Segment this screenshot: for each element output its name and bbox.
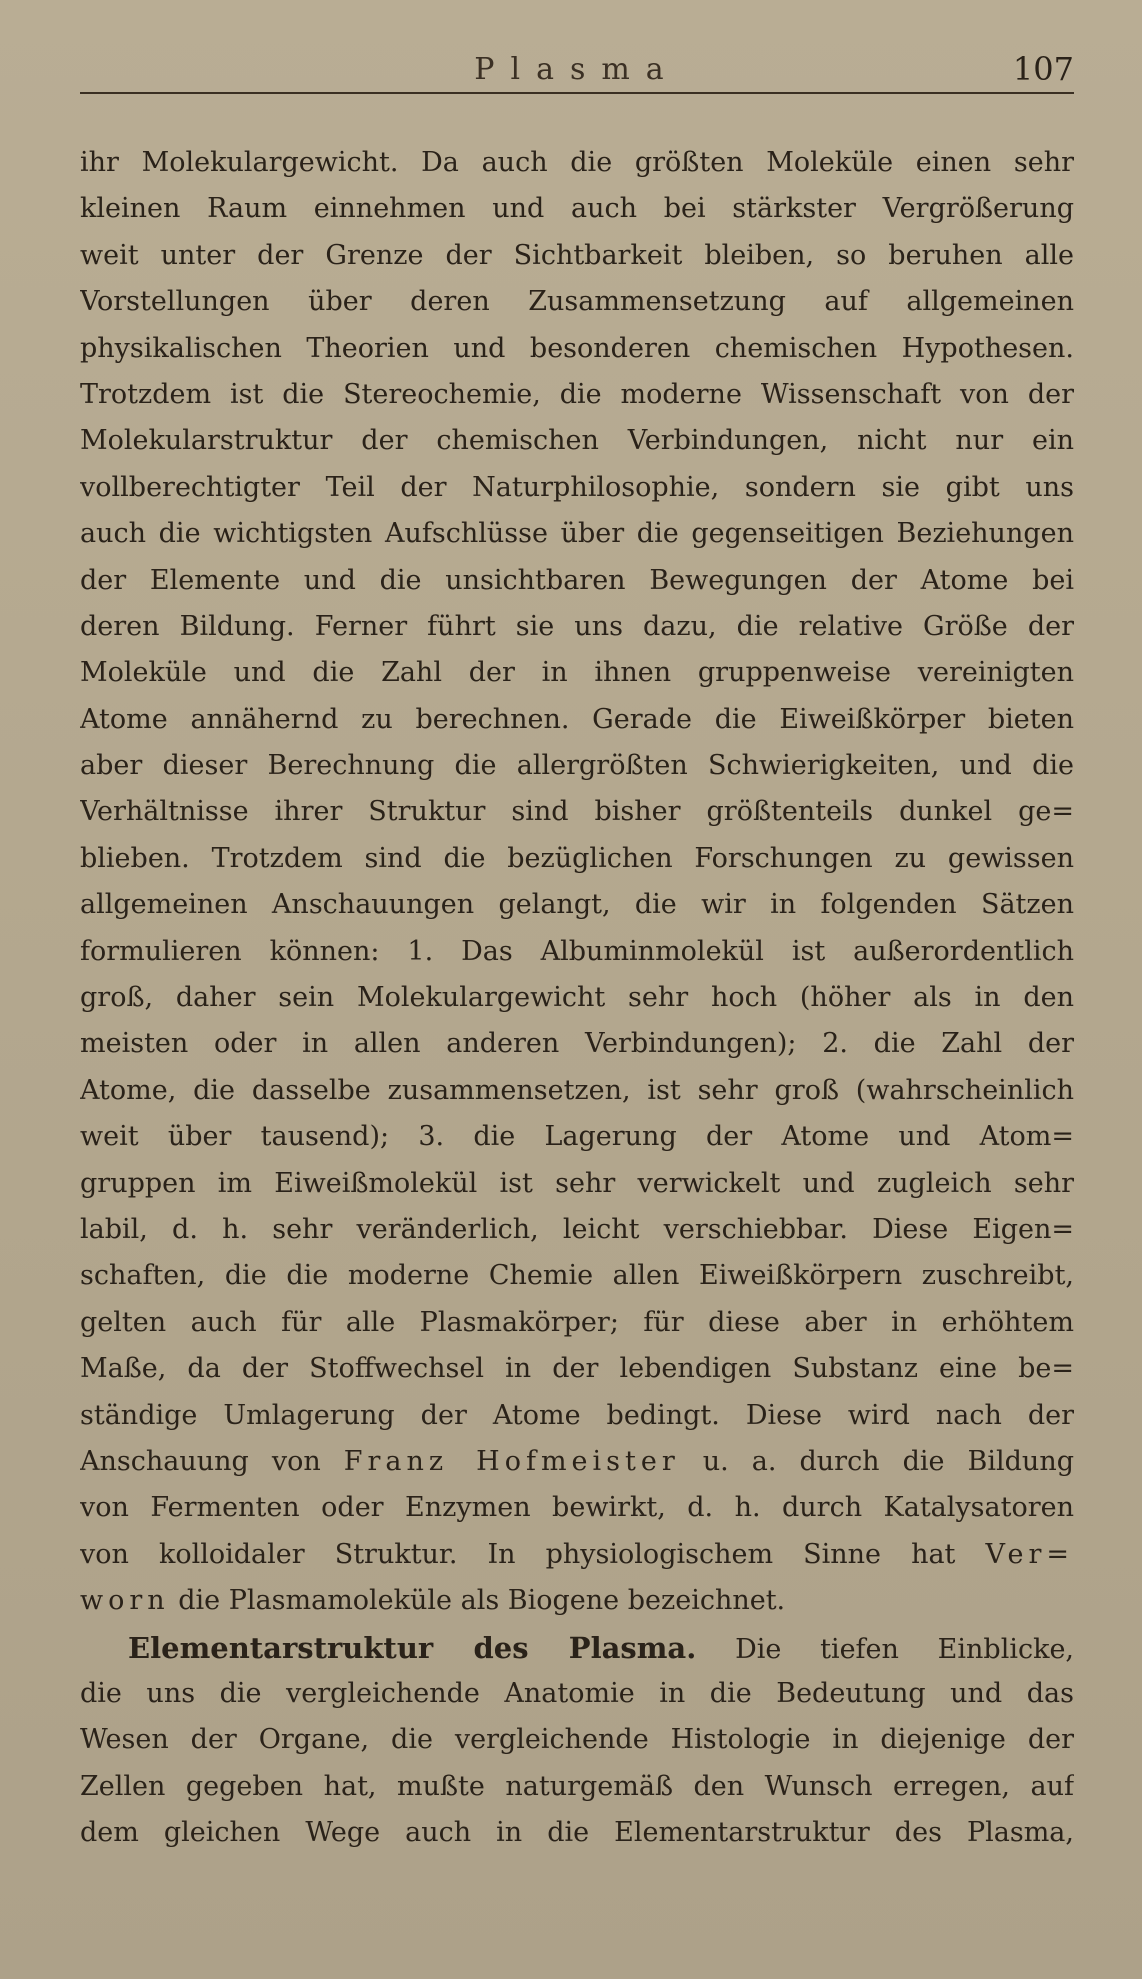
text-line: Zellen gegeben hat, mußte naturgemäß den Wunsch erregen, auf: [80, 1770, 1074, 1802]
text-segment: von kolloidaler Struktur. In physiologischem Sinne hat: [80, 1538, 986, 1570]
text-line: kleinen Raum einnehmen und auch bei stärkster Vergrößerung: [80, 193, 1074, 225]
person-name: Franz Hofmeister: [343, 1445, 680, 1477]
text-line: ihr Molekulargewicht. Da auch die größten Moleküle einen sehr: [80, 147, 1074, 178]
text-line: dem gleichen Wege auch in die Elementarstruktur des Plasma,: [80, 1817, 1074, 1849]
text-line: der Elemente und die unsichtbaren Bewegungen der Atome bei: [80, 564, 1074, 596]
text-line: Moleküle und die Zahl der in ihnen gruppenweise vereinigten: [80, 657, 1074, 689]
text-line: Atome annähernd zu berechnen. Gerade die Eiweißkörper bieten: [80, 703, 1074, 735]
text-line: schaften, die die moderne Chemie allen Eiweißkörpern zuschreibt,: [80, 1260, 1074, 1292]
text-line: [80, 1439, 1074, 1485]
text-line: Molekularstruktur der chemischen Verbindungen, nicht nur ein: [80, 425, 1074, 457]
text-line: die uns die vergleichende Anatomie in die Bedeutung und das: [80, 1677, 1074, 1709]
text-line: [80, 1532, 1074, 1578]
text-line: blieben. Trotzdem sind die bezüglichen Forschungen zu gewissen: [80, 842, 1074, 874]
text-line: aber dieser Berechnung die allergrößten Schwierigkeiten, und die: [80, 750, 1074, 782]
text-line: meisten oder in allen anderen Verbindungen); 2. die Zahl der: [80, 1028, 1074, 1060]
text-line: auch die wichtigsten Aufschlüsse über die gegenseitigen Beziehungen: [80, 518, 1074, 550]
text-segment: Die tiefen Einblicke,: [696, 1633, 1074, 1665]
text-line: Verhältnisse ihrer Struktur sind bisher größtenteils dunkel ge=: [80, 796, 1074, 828]
running-title: Plasma: [474, 52, 680, 87]
text-line: von Fermenten oder Enzymen bewirkt, d. h. durch Katalysatoren: [80, 1492, 1074, 1524]
person-name: worn: [80, 1585, 170, 1617]
person-name: Ver=: [985, 1538, 1074, 1570]
text-line: physikalischen Theorien und besonderen chemischen Hypothesen.: [80, 332, 1074, 364]
text-line: [80, 1625, 1074, 1671]
text-line: groß, daher sein Molekulargewicht sehr hoch (höher als in den: [80, 982, 1074, 1014]
text-line: Wesen der Organe, die vergleichende Histologie in diejenige der: [80, 1724, 1074, 1756]
section-heading: Elementarstruktur des Plasma.: [128, 1630, 697, 1665]
text-line: ständige Umlagerung der Atome bedingt. Diese wird nach der: [80, 1399, 1074, 1431]
text-line: deren Bildung. Ferner führt sie uns dazu, die relative Größe der: [80, 610, 1074, 642]
text-line: Atome, die dasselbe zusammensetzen, ist sehr groß (wahrscheinlich: [80, 1074, 1074, 1106]
header-rule: [80, 92, 1074, 94]
text-line: weit über tausend); 3. die Lagerung der Atome und Atom=: [80, 1121, 1074, 1153]
text-line: allgemeinen Anschauungen gelangt, die wir in folgenden Sätzen: [80, 889, 1074, 921]
text-segment: die Plasmamoleküle als Biogene bezeichnet.: [169, 1585, 786, 1617]
body-text: [80, 140, 1074, 1856]
text-line: gruppen im Eiweißmolekül ist sehr verwickelt und zugleich sehr: [80, 1167, 1074, 1199]
text-line: Trotzdem ist die Stereochemie, die moderne Wissenschaft von der: [80, 378, 1074, 410]
text-line: weit unter der Grenze der Sichtbarkeit bleiben, so beruhen alle: [80, 239, 1074, 271]
page-number: 107: [1012, 50, 1074, 88]
text-line: vollberechtigter Teil der Naturphilosophie, sondern sie gibt uns: [80, 471, 1074, 503]
text-line: gelten auch für alle Plasmakörper; für diese aber in erhöhtem: [80, 1306, 1074, 1338]
text-line: labil, d. h. sehr veränderlich, leicht verschiebbar. Diese Eigen=: [80, 1213, 1074, 1245]
text-segment: u. a. durch die Bildung: [679, 1445, 1074, 1477]
page-header: [80, 48, 1074, 94]
text-line: formulieren können: 1. Das Albuminmolekül ist außerordentlich: [80, 935, 1074, 967]
text-line: [80, 1578, 1074, 1624]
text-segment: Anschauung von: [80, 1445, 344, 1477]
text-line: Maße, da der Stoffwechsel in der lebendigen Substanz eine be=: [80, 1353, 1074, 1385]
text-line: Vorstellungen über deren Zusammensetzung auf allgemeinen: [80, 286, 1074, 318]
